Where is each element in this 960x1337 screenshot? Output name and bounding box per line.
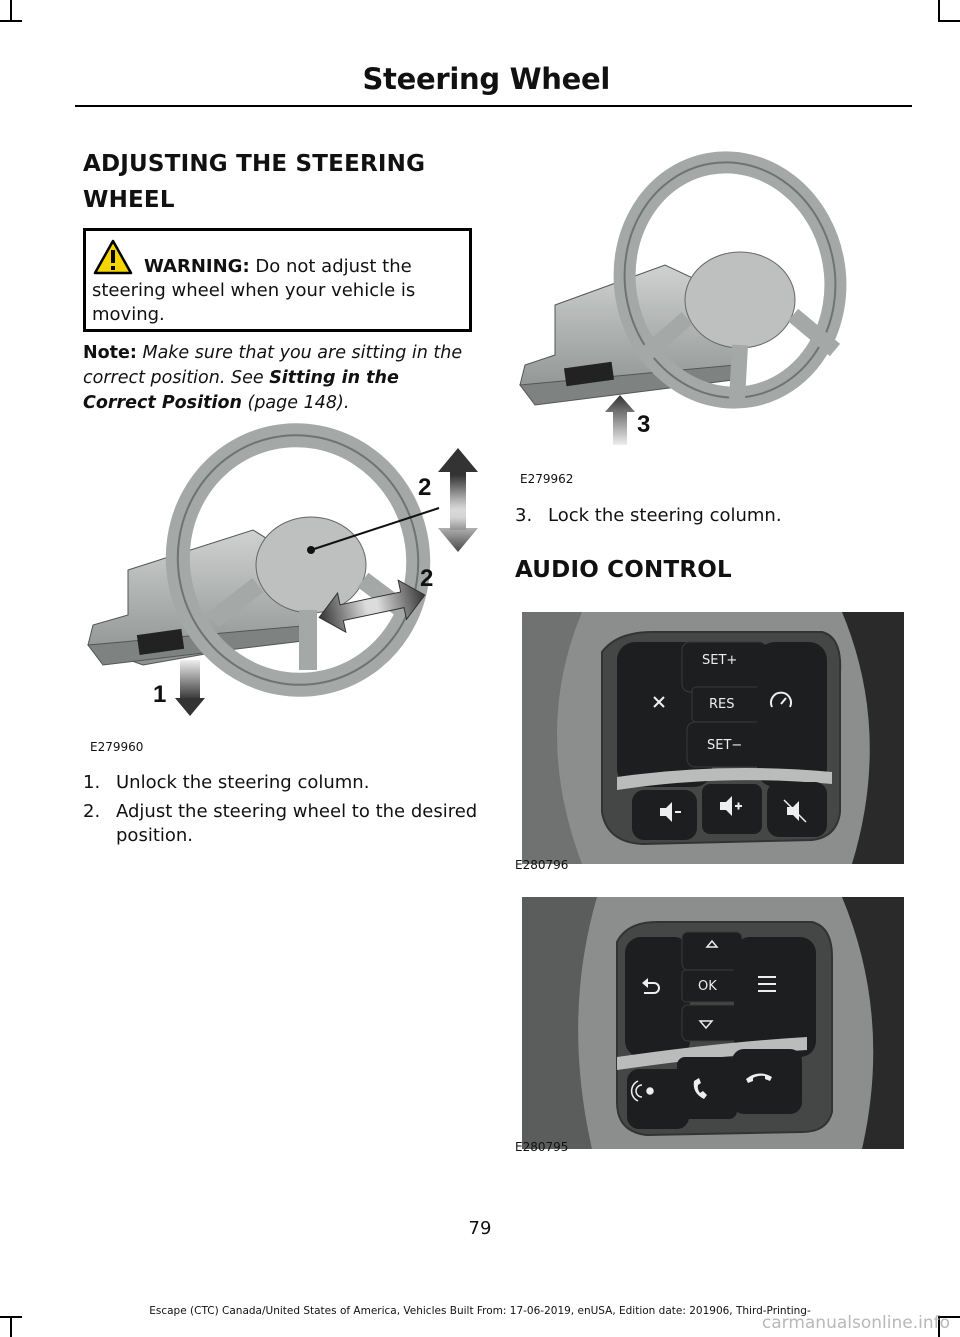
res-button: RES <box>709 697 735 712</box>
note-text: Make sure that you are sitting in the correct position. See <box>83 343 463 388</box>
step-text-line: position. <box>116 825 194 846</box>
step-text <box>116 800 477 848</box>
watermark: carmanualsonline.info <box>761 1313 950 1333</box>
step-item <box>83 800 483 852</box>
page-title: Steering Wheel <box>362 62 610 96</box>
header-divider <box>75 105 912 107</box>
section-title-line: ADJUSTING THE STEERING <box>83 151 426 177</box>
section-title-line: WHEEL <box>83 187 175 213</box>
figure-audio-controls-right <box>522 897 904 1149</box>
figure-caption: E280795 <box>515 1140 569 1154</box>
figure-caption: E279960 <box>90 740 144 754</box>
note-paragraph <box>83 341 475 416</box>
unlock-arrow-icon <box>175 660 205 716</box>
crop-mark <box>938 0 940 22</box>
warning-body: Do not adjust the steering wheel when your vehicle is moving. <box>92 256 416 325</box>
figure-audio-controls-left <box>522 612 904 864</box>
section-title-adjusting <box>83 146 425 218</box>
step-item <box>83 771 483 797</box>
callout-number: 1 <box>153 681 167 708</box>
step-text: Unlock the steering column. <box>116 772 370 793</box>
callout-number: 2 <box>418 474 432 501</box>
lock-arrow-icon <box>605 395 635 445</box>
page-number: 79 <box>468 1218 492 1239</box>
warning-box <box>83 228 472 332</box>
step-number: 2. <box>83 801 101 822</box>
warning-label: WARNING: <box>144 256 250 277</box>
crop-mark <box>0 20 22 22</box>
figure-caption: E279962 <box>520 472 574 486</box>
crop-mark <box>10 0 12 22</box>
ok-button: OK <box>698 979 717 994</box>
step-number: 3. <box>515 505 533 526</box>
callout-number: 2 <box>420 565 434 592</box>
set-minus-button: SET− <box>707 738 743 753</box>
step-number: 1. <box>83 772 101 793</box>
figure-caption: E280796 <box>515 858 569 872</box>
crop-mark <box>938 20 960 22</box>
step-text-line: Adjust the steering wheel to the desired <box>116 801 478 822</box>
tilt-arrow-icon <box>438 448 478 552</box>
warning-text <box>92 255 464 327</box>
crop-mark <box>10 1318 12 1337</box>
figure-steering-adjust <box>83 420 483 760</box>
set-plus-button: SET+ <box>702 653 738 668</box>
step-item <box>515 504 915 530</box>
callout-number: 3 <box>637 411 651 438</box>
section-title-audio: AUDIO CONTROL <box>515 557 732 583</box>
step-text: Lock the steering column. <box>548 505 782 526</box>
note-page-ref: (page 148). <box>241 393 350 413</box>
note-label: Note: <box>83 343 137 363</box>
note-cross-reference-link[interactable]: Sitting in the Correct Position <box>83 368 399 413</box>
footer-text: Escape (CTC) Canada/United States of America, Vehicles Built From: 17-06-2019, enUSA, Edition date: 201906, Third-Printing- <box>149 1305 811 1317</box>
figure-steering-lock <box>515 150 905 450</box>
